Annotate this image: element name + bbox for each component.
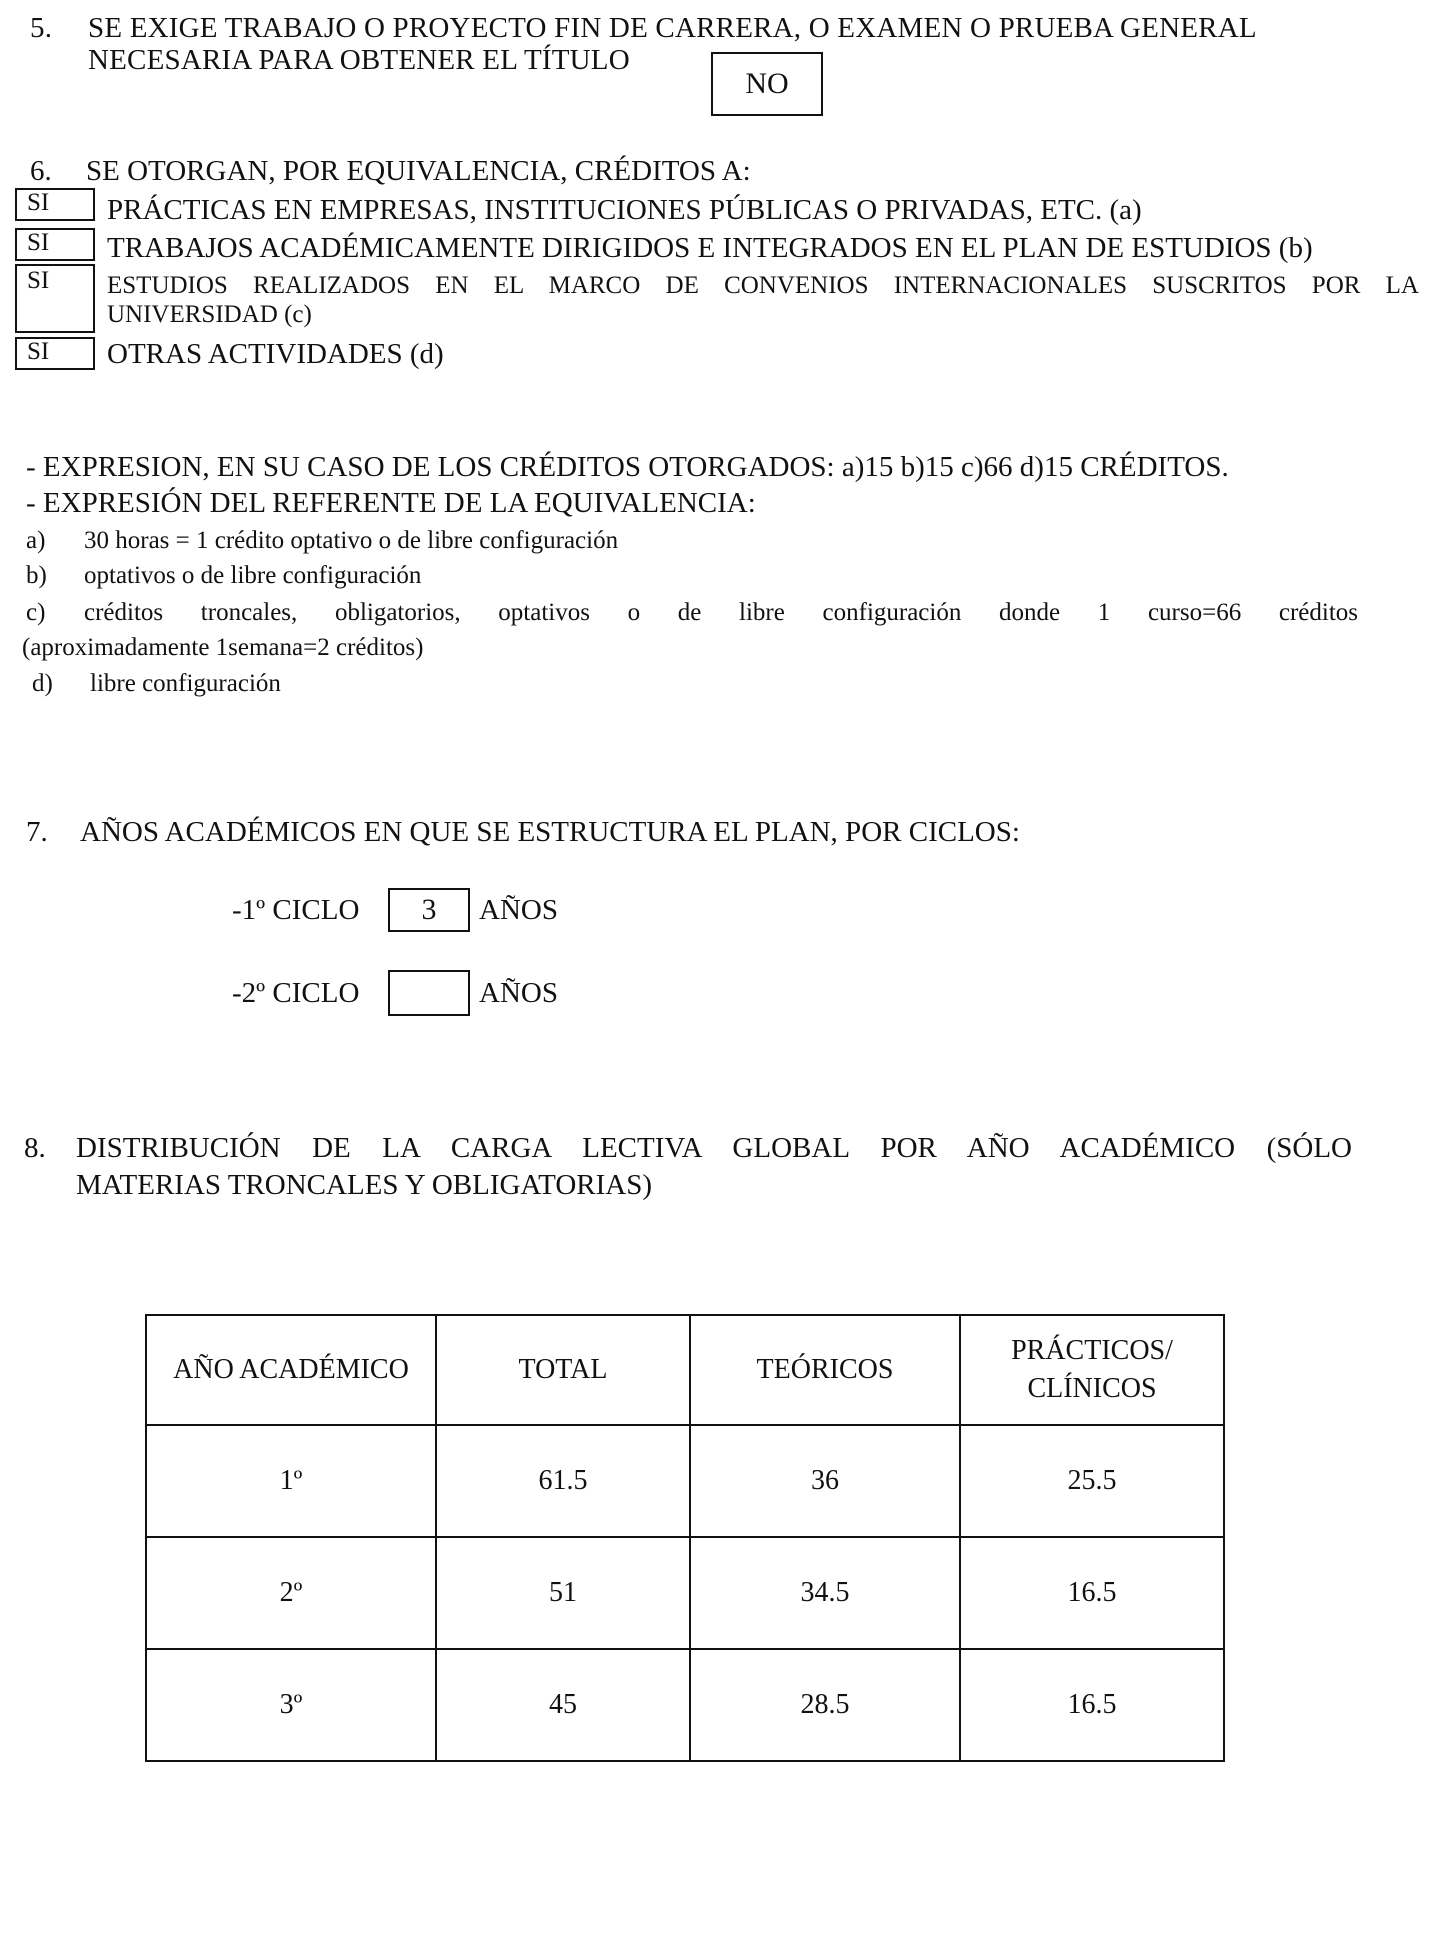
section-6-title: SE OTORGAN, POR EQUIVALENCIA, CRÉDITOS A: (86, 155, 751, 187)
equivalence-mark-a: SI (15, 188, 95, 221)
cycle-2-label: -2º CICLO (232, 977, 360, 1009)
thesis-required-answer-box: NO (711, 52, 823, 116)
cycle-2-unit: AÑOS (479, 977, 558, 1009)
referent-expression-title: - EXPRESIÓN DEL REFERENTE DE LA EQUIVALENCIA: (26, 487, 756, 519)
header-total: TOTAL (436, 1315, 690, 1425)
referent-d-text: libre configuración (90, 670, 281, 697)
header-theoretical: TEÓRICOS (690, 1315, 960, 1425)
section-8-line-1: DISTRIBUCIÓN DE LA CARGA LECTIVA GLOBAL POR AÑO ACADÉMICO (SÓLO (76, 1132, 1352, 1164)
cell-total: 61.5 (436, 1425, 690, 1537)
header-practical-clinical (960, 1315, 1224, 1425)
cell-total: 51 (436, 1537, 690, 1649)
cell-year: 3º (146, 1649, 436, 1761)
equivalence-item-d: OTRAS ACTIVIDADES (d) (107, 338, 444, 370)
cell-practical: 25.5 (960, 1425, 1224, 1537)
equivalence-mark-c: SI (15, 264, 95, 333)
referent-c-text-continued: (aproximadamente 1semana=2 créditos) (22, 634, 424, 661)
section-7-title: AÑOS ACADÉMICOS EN QUE SE ESTRUCTURA EL PLAN, POR CICLOS: (80, 816, 1020, 848)
table-row (146, 1649, 1224, 1761)
section-7-number: 7. (26, 816, 48, 848)
table-row (146, 1537, 1224, 1649)
equivalence-mark-d: SI (15, 337, 95, 370)
equivalence-item-c: ESTUDIOS REALIZADOS EN EL MARCO DE CONVENIOS INTERNACIONALES SUSCRITOS POR LA (107, 272, 1419, 299)
cycle-1-label: -1º CICLO (232, 894, 360, 926)
cycle-2-years-box (388, 970, 470, 1016)
equivalence-mark-b: SI (15, 228, 95, 261)
section-5-number: 5. (30, 12, 53, 44)
section-5-line-1: SE EXIGE TRABAJO O PROYECTO FIN DE CARRERA, O EXAMEN O PRUEBA GENERAL (88, 12, 1257, 44)
header-practical: PRÁCTICOS/ (1011, 1335, 1173, 1366)
referent-c-text: créditos troncales, obligatorios, optativos o de libre configuración donde 1 curso=66 créditos (84, 599, 1358, 626)
cycle-1-unit: AÑOS (479, 894, 558, 926)
referent-a-text: 30 horas = 1 crédito optativo o de libre configuración (84, 527, 619, 554)
cell-practical: 16.5 (960, 1649, 1224, 1761)
referent-c-label: c) (26, 599, 46, 626)
cycle-1-years-box: 3 (388, 888, 470, 932)
referent-d-label: d) (32, 670, 53, 697)
equivalence-item-b: TRABAJOS ACADÉMICAMENTE DIRIGIDOS E INTEGRADOS EN EL PLAN DE ESTUDIOS (b) (107, 232, 1313, 264)
section-5-line-2: NECESARIA PARA OBTENER EL TÍTULO (88, 44, 630, 76)
teaching-load-table (145, 1314, 1225, 1762)
cell-practical: 16.5 (960, 1537, 1224, 1649)
cell-theoretical: 36 (690, 1425, 960, 1537)
cell-year: 1º (146, 1425, 436, 1537)
cell-theoretical: 34.5 (690, 1537, 960, 1649)
header-academic-year: AÑO ACADÉMICO (146, 1315, 436, 1425)
section-8-line-2: MATERIAS TRONCALES Y OBLIGATORIAS) (76, 1169, 653, 1201)
section-6-number: 6. (30, 155, 52, 187)
cell-year: 2º (146, 1537, 436, 1649)
referent-a-label: a) (26, 527, 46, 554)
credits-expression: - EXPRESION, EN SU CASO DE LOS CRÉDITOS OTORGADOS: a)15 b)15 c)66 d)15 CRÉDITOS. (26, 451, 1229, 483)
header-clinical: CLÍNICOS (1027, 1373, 1157, 1404)
equivalence-item-a: PRÁCTICAS EN EMPRESAS, INSTITUCIONES PÚBLICAS O PRIVADAS, ETC. (a) (107, 194, 1142, 226)
referent-b-text: optativos o de libre configuración (84, 562, 422, 589)
table-row (146, 1425, 1224, 1537)
table-header-row (146, 1315, 1224, 1425)
equivalence-item-c-continued: UNIVERSIDAD (c) (107, 301, 312, 328)
referent-b-label: b) (26, 562, 47, 589)
section-8-number: 8. (24, 1132, 46, 1164)
cell-theoretical: 28.5 (690, 1649, 960, 1761)
cell-total: 45 (436, 1649, 690, 1761)
